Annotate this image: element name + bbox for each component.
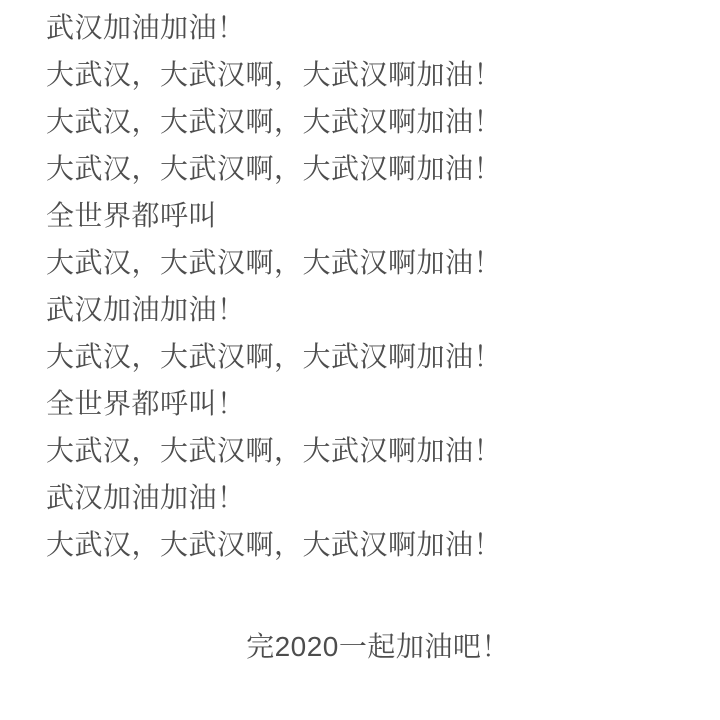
lyric-line: 大武汉，大武汉啊，大武汉啊加油！: [46, 59, 503, 90]
lyric-line: 武汉加油加油！: [46, 294, 246, 325]
lyric-line: 全世界都呼叫！: [46, 388, 246, 419]
lyric-line: 大武汉，大武汉啊，大武汉啊加油！: [46, 529, 503, 560]
ending-line: 完2020一起加油吧！: [246, 631, 510, 662]
lyric-line: 大武汉，大武汉啊，大武汉啊加油！: [46, 106, 503, 137]
lyric-line: 大武汉，大武汉啊，大武汉啊加油！: [46, 341, 503, 372]
lyric-line: 大武汉，大武汉啊，大武汉啊加油！: [46, 153, 503, 184]
lyric-line: 大武汉，大武汉啊，大武汉啊加油！: [46, 247, 503, 278]
lyric-line: 武汉加油加油！: [46, 12, 246, 43]
lyric-line: 全世界都呼叫: [46, 200, 218, 231]
lyric-line: 大武汉，大武汉啊，大武汉啊加油！: [46, 435, 503, 466]
lyric-line: 武汉加油加油！: [46, 482, 246, 513]
